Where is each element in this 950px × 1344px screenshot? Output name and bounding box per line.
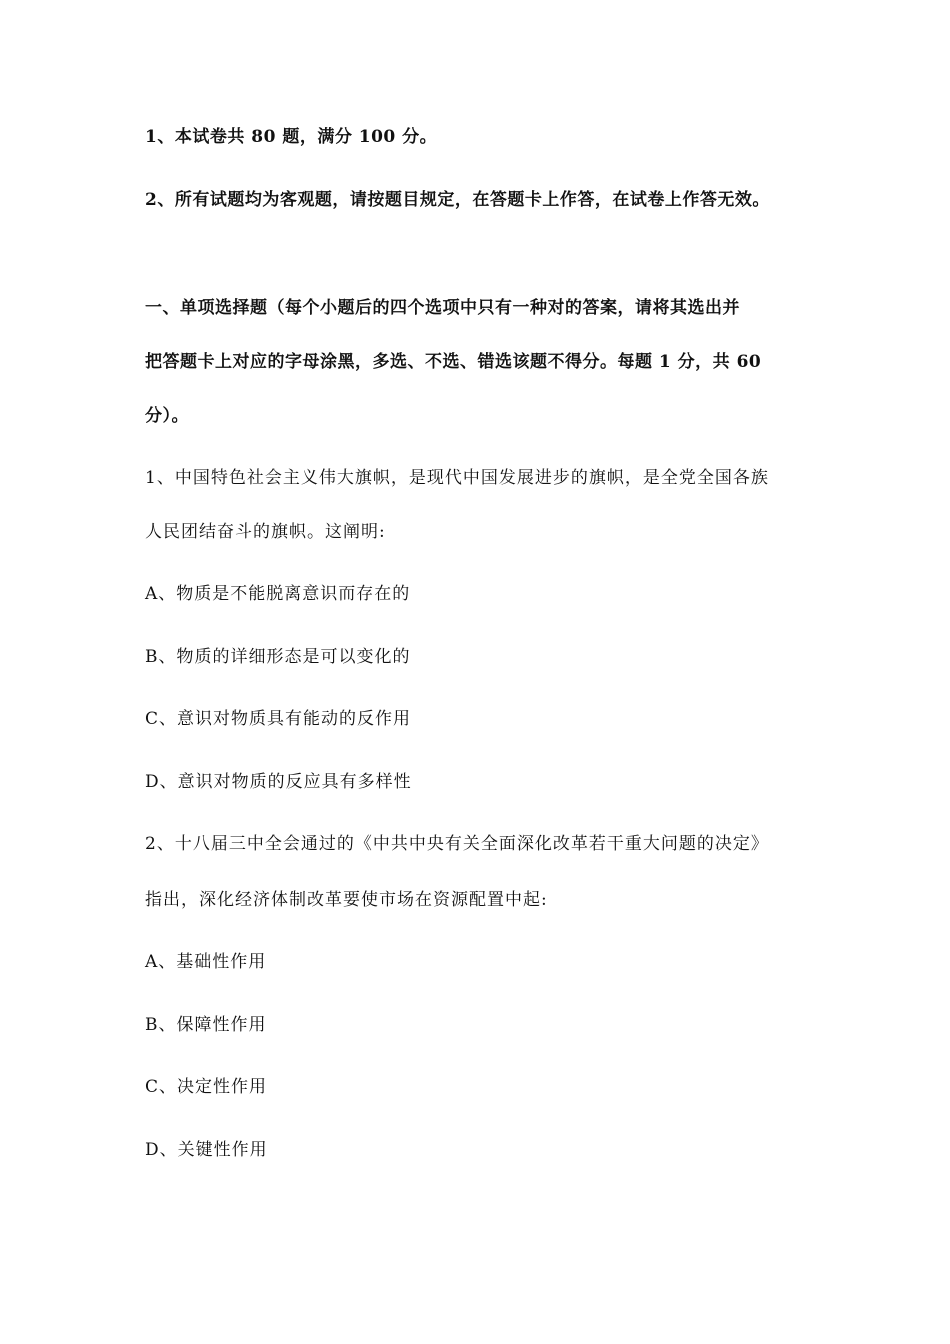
- section-heading-line-1: 一、单项选择题（每个小题后的四个选项中只有一种对的答案，请将其选出并: [145, 298, 740, 318]
- section-heading-line-3: 分）。: [145, 406, 189, 426]
- instruction-note-1: 1、本试卷共 80 题，满分 100 分。: [145, 127, 438, 147]
- question-1-stem-line-2: 人民团结奋斗的旗帜。这阐明:: [145, 522, 386, 542]
- question-2-option-b: B、保障性作用: [145, 1015, 267, 1035]
- question-1-option-b: B、物质的详细形态是可以变化的: [145, 647, 411, 667]
- question-1-option-a: A、物质是不能脱离意识而存在的: [145, 584, 411, 604]
- instruction-note-2: 2、所有试题均为客观题，请按题目规定，在答题卡上作答，在试卷上作答无效。: [145, 190, 770, 210]
- section-heading-line-2: 把答题卡上对应的字母涂黑，多选、不选、错选该题不得分。每题 1 分，共 60: [145, 352, 762, 372]
- question-1-option-d: D、意识对物质的反应具有多样性: [145, 772, 412, 792]
- question-1-option-c: C、意识对物质具有能动的反作用: [145, 709, 412, 729]
- question-2-option-a: A、基础性作用: [145, 952, 267, 972]
- question-2-option-d: D、关键性作用: [145, 1140, 268, 1160]
- question-1-stem-line-1: 1、中国特色社会主义伟大旗帜，是现代中国发展进步的旗帜，是全党全国各族: [145, 468, 769, 488]
- question-2-stem-line-2: 指出，深化经济体制改革要使市场在资源配置中起:: [145, 890, 548, 910]
- question-2-option-c: C、决定性作用: [145, 1077, 268, 1097]
- question-2-stem-line-1: 2、十八届三中全会通过的《中共中央有关全面深化改革若干重大问题的决定》: [145, 834, 769, 854]
